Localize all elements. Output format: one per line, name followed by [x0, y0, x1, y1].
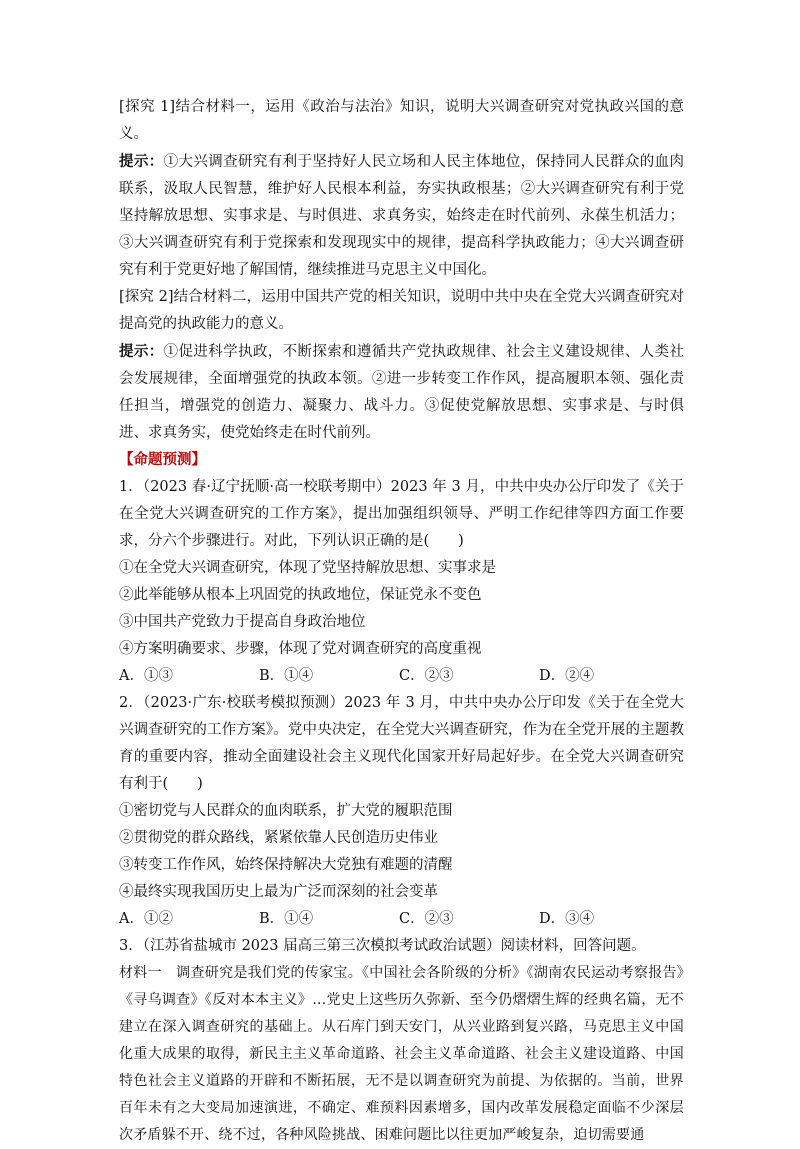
q2-item: ②贯彻党的群众路线，紧紧依靠人民创造历史伟业 [119, 830, 438, 846]
q1-option-d[interactable]: D．②④ [539, 668, 595, 684]
q2-item: ①密切党与人民群众的血肉联系，扩大党的履职范围 [119, 803, 453, 819]
q1-item: ②此举能够从根本上巩固党的执政地位，保证党永不变色 [119, 587, 482, 603]
explore1-question: [探究 1]结合材料一，运用《政治与法治》知识，说明大兴调查研究对党执政兴国的意义。 [119, 99, 684, 142]
q2-item: ④最终实现我国历史上最为广泛而深刻的社会变革 [119, 884, 438, 900]
q3-stem: 3．（江苏省盐城市 2023 届高三第三次模拟考试政治试题）阅读材料，回答问题。 [119, 938, 646, 954]
q2-options [119, 906, 684, 933]
hint-label: 提示： [119, 343, 164, 360]
q1-stem: 1．（2023 春·辽宁抚顺·高一校联考期中）2023 年 3 月，中共中央办公厅印发了《关于在全党大兴调查研究的工作方案》，提出加强组织领导、严明工作纪律等四方面工作要求，分六个步骤进行。对此，下列认识正确的是( ) [119, 479, 684, 549]
explore2-label: [探究 2] [119, 289, 174, 305]
q1-item: ①在全党大兴调查研究，体现了党坚持解放思想、实事求是 [119, 560, 496, 576]
q1-option-b[interactable]: B．①④ [259, 668, 314, 684]
explore1-hint: 提示：①大兴调查研究有利于坚持好人民立场和人民主体地位，保持同人民群众的血肉联系，汲取人民智慧，维护好人民根本利益，夯实执政根基；②大兴调查研究有利于党坚持解放思想、实事求是、与时俱进、求真务实，始终走在时代前列、永葆生机活力；③大兴调查研究有利于党探索和发现现实中的规律，提高科学执政能力；④大兴调查研究有利于党更好地了解国情，继续推进马克思主义中国化。 [119, 153, 685, 278]
q1-item: ③中国共产党致力于提高自身政治地位 [119, 614, 366, 630]
q2-item: ③转变工作作风，始终保持解决大党独有难题的清醒 [119, 857, 453, 873]
q1-option-c[interactable]: C．②③ [399, 668, 454, 684]
q2-option-d[interactable]: D．③④ [539, 911, 595, 927]
explore2-question: [探究 2]结合材料二，运用中国共产党的相关知识，说明中共中央在全党大兴调查研究对提高党的执政能力的意义。 [119, 289, 684, 332]
q2-option-a[interactable]: A．①② [119, 911, 173, 927]
q2-option-b[interactable]: B．①④ [259, 911, 314, 927]
hint-label: 提示： [119, 153, 164, 170]
section-title: 【命题预测】 [119, 452, 206, 468]
explore1-label: [探究 1] [119, 99, 176, 115]
q3-material: 材料一 调查研究是我们党的传家宝。《中国社会各阶级的分析》《湖南农民运动考察报告》《寻乌调查》《反对本本主义》…党史上这些历久弥新、至今仍熠熠生辉的经典名篇，无不建立在深入调查研究的基础上。从石库门到天安门，从兴业路到复兴路，马克思主义中国化重大成果的取得，新民主主义革命道路、社会主义革命道路、社会主义建设道路、中国特色社会主义道路的开辟和不断拓展，无不是以调查研究为前提、为依据的。当前，世界百年未有之大变局加速演进，不确定、难预料因素增多，国内改革发展稳定面临不少深层次矛盾躲不开、绕不过，各种风险挑战、困难问题比以往更加严峻复杂，迫切需要通 [119, 965, 684, 1143]
q2-stem: 2．（2023·广东·校联考模拟预测）2023 年 3 月，中共中央办公厅印发《关于在全党大兴调查研究的工作方案》。党中央决定，在全党大兴调查研究，作为在全党开展的主题教育的重要内容，推动全面建设社会主义现代化国家开好局起好步。在全党大兴调查研究有利于( ) [119, 695, 684, 792]
q2-option-c[interactable]: C．②③ [399, 911, 454, 927]
explore2-hint: 提示：①促进科学执政，不断探索和遵循共产党执政规律、社会主义建设规律、人类社会发展规律，全面增强党的执政本领。②进一步转变工作作风，提高履职本领、强化责任担当，增强党的创造力、凝聚力、战斗力。③促使党解放思想、实事求是、与时俱进、求真务实，使党始终走在时代前列。 [119, 343, 685, 441]
q1-item: ④方案明确要求、步骤，体现了党对调查研究的高度重视 [119, 641, 482, 657]
document-content [119, 94, 684, 1149]
q1-options [119, 663, 684, 690]
q1-option-a[interactable]: A．①③ [119, 668, 173, 684]
